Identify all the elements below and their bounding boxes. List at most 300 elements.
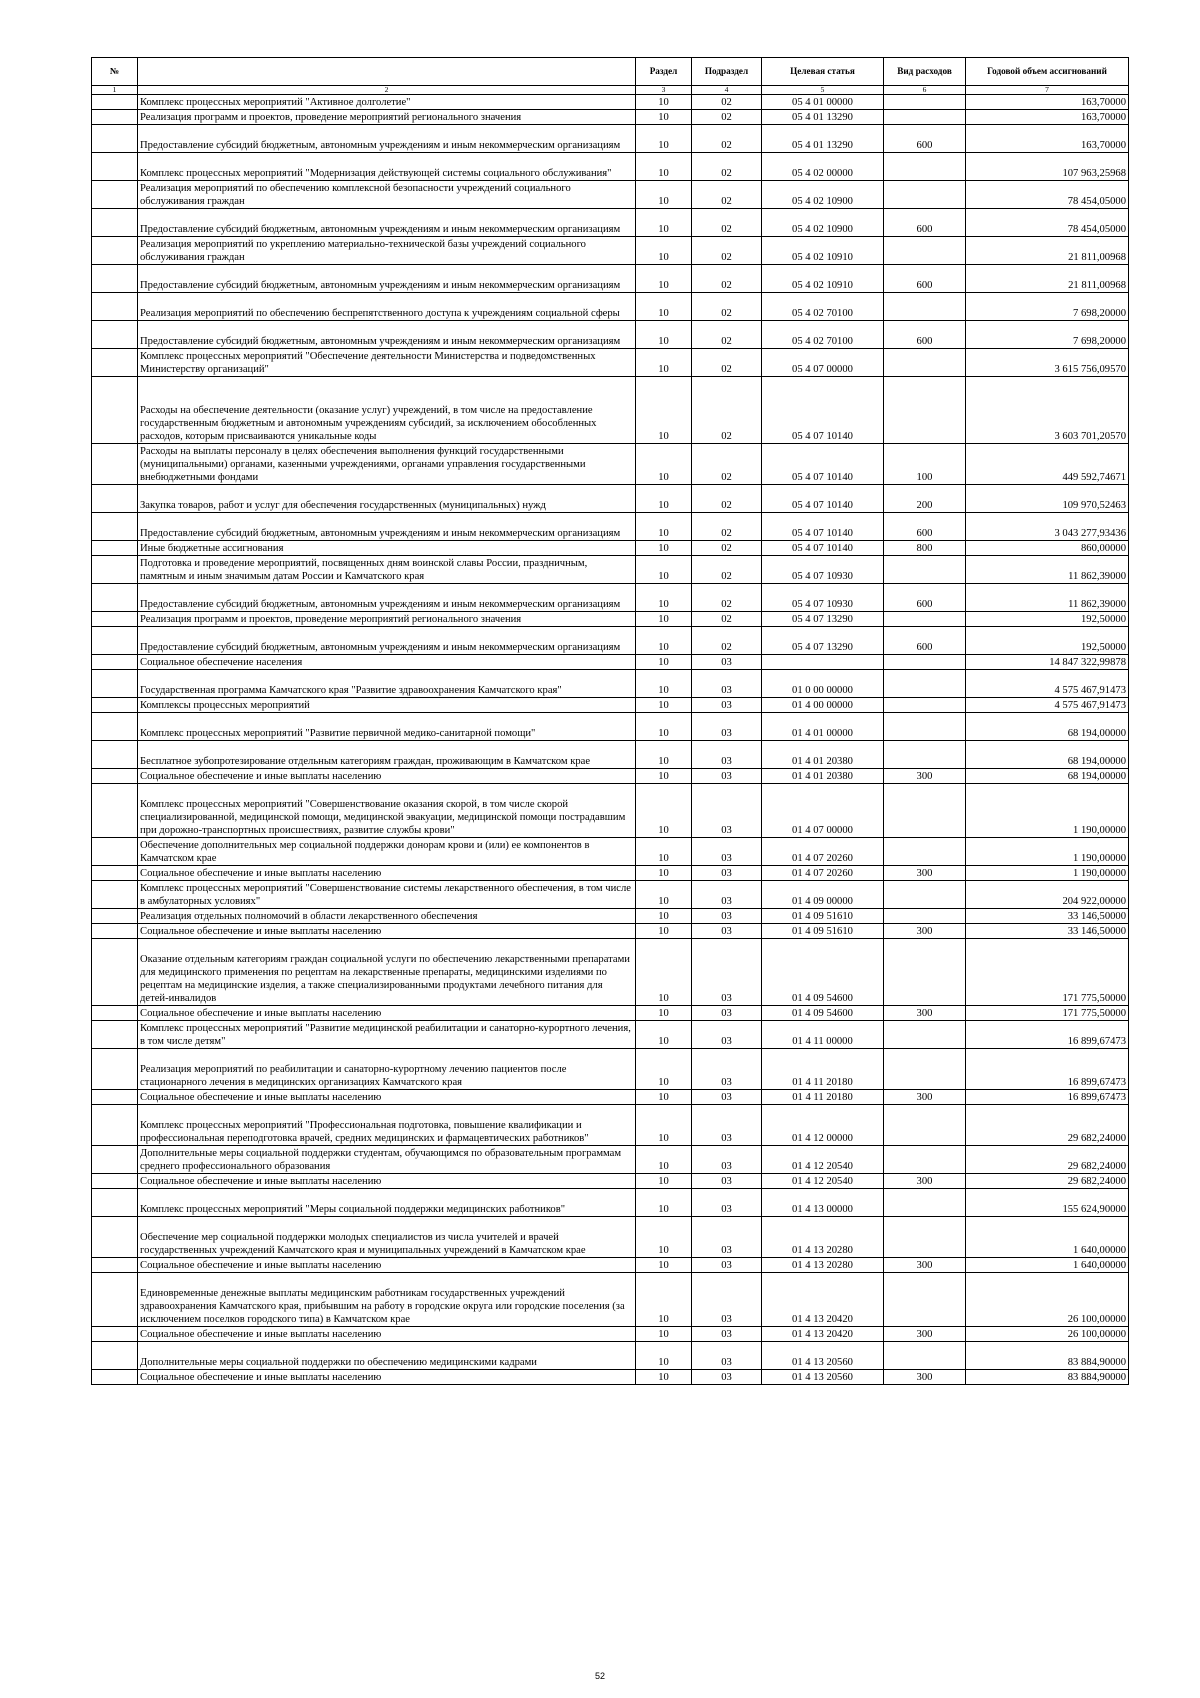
row-volume-cell: 1 190,00000 (966, 784, 1129, 838)
table-row (92, 924, 1129, 939)
row-volume-cell: 163,70000 (966, 125, 1129, 153)
row-article-cell: 05 4 07 10140 (762, 485, 884, 513)
row-name-cell: Социальное обеспечение населения (138, 655, 636, 670)
row-article-cell: 01 4 07 20260 (762, 866, 884, 881)
row-kind-cell (884, 153, 966, 181)
row-article-cell: 01 4 01 20380 (762, 769, 884, 784)
row-subsection-cell: 03 (692, 1090, 762, 1105)
table-row (92, 612, 1129, 627)
row-kind-cell (884, 784, 966, 838)
row-number-cell (92, 513, 138, 541)
row-section-cell: 10 (636, 1327, 692, 1342)
row-number-cell (92, 584, 138, 612)
row-number-cell (92, 1174, 138, 1189)
row-name-cell: Реализация мероприятий по обеспечению беспрепятственного доступа к учреждениям социальной сферы (138, 293, 636, 321)
row-kind-cell: 300 (884, 1327, 966, 1342)
row-section-cell: 10 (636, 485, 692, 513)
column-number: 1 (92, 86, 138, 95)
row-name-cell: Предоставление субсидий бюджетным, автономным учреждениям и иным некоммерческим организациям (138, 321, 636, 349)
row-kind-cell (884, 670, 966, 698)
row-name-cell: Расходы на обеспечение деятельности (оказание услуг) учреждений, в том числе на предоставление государственным бюджетным и автономным учреждениям субсидий, за исключением обособленных расходов, которым присваиваются уникальные коды (138, 377, 636, 444)
row-name-cell: Реализация мероприятий по реабилитации и санаторно-курортному лечению пациентов после стационарного лечения в медицинских организациях Камчатского края (138, 1049, 636, 1090)
row-number-cell (92, 939, 138, 1006)
row-section-cell: 10 (636, 584, 692, 612)
row-volume-cell: 1 190,00000 (966, 838, 1129, 866)
row-number-cell (92, 1021, 138, 1049)
row-kind-cell: 600 (884, 125, 966, 153)
row-article-cell: 05 4 07 13290 (762, 627, 884, 655)
row-subsection-cell: 03 (692, 1105, 762, 1146)
table-row (92, 881, 1129, 909)
row-article-cell: 05 4 02 00000 (762, 153, 884, 181)
row-kind-cell: 600 (884, 513, 966, 541)
row-kind-cell: 600 (884, 265, 966, 293)
row-number-cell (92, 321, 138, 349)
row-subsection-cell: 02 (692, 293, 762, 321)
row-number-cell (92, 1258, 138, 1273)
row-volume-cell: 21 811,00968 (966, 265, 1129, 293)
column-number: 5 (762, 86, 884, 95)
row-article-cell: 05 4 02 70100 (762, 321, 884, 349)
row-name-cell: Комплексы процессных мероприятий (138, 698, 636, 713)
row-volume-cell: 68 194,00000 (966, 769, 1129, 784)
row-article-cell: 01 4 11 20180 (762, 1049, 884, 1090)
row-section-cell: 10 (636, 541, 692, 556)
column-number: 4 (692, 86, 762, 95)
row-number-cell (92, 741, 138, 769)
row-subsection-cell: 03 (692, 1189, 762, 1217)
page-number: 52 (594, 1671, 605, 1681)
row-volume-cell: 204 922,00000 (966, 881, 1129, 909)
row-article-cell: 05 4 07 00000 (762, 349, 884, 377)
row-name-cell: Комплекс процессных мероприятий "Развитие первичной медико-санитарной помощи" (138, 713, 636, 741)
row-volume-cell: 68 194,00000 (966, 713, 1129, 741)
row-subsection-cell: 03 (692, 1146, 762, 1174)
row-section-cell: 10 (636, 655, 692, 670)
table-row (92, 1090, 1129, 1105)
row-article-cell: 01 4 13 20560 (762, 1342, 884, 1370)
row-name-cell: Реализация мероприятий по обеспечению комплексной безопасности учреждений социального обслуживания граждан (138, 181, 636, 209)
row-number-cell (92, 881, 138, 909)
row-kind-cell: 600 (884, 321, 966, 349)
row-name-cell: Обеспечение дополнительных мер социальной поддержки донорам крови и (или) ее компонентов в Камчатском крае (138, 838, 636, 866)
row-article-cell: 05 4 01 00000 (762, 95, 884, 110)
row-name-cell: Социальное обеспечение и иные выплаты населению (138, 866, 636, 881)
row-name-cell: Предоставление субсидий бюджетным, автономным учреждениям и иным некоммерческим организациям (138, 209, 636, 237)
row-section-cell: 10 (636, 293, 692, 321)
row-volume-cell: 1 640,00000 (966, 1217, 1129, 1258)
row-subsection-cell: 02 (692, 612, 762, 627)
row-volume-cell: 83 884,90000 (966, 1342, 1129, 1370)
row-subsection-cell: 02 (692, 181, 762, 209)
row-subsection-cell: 03 (692, 741, 762, 769)
row-kind-cell (884, 698, 966, 713)
row-number-cell (92, 377, 138, 444)
row-number-cell (92, 209, 138, 237)
table-row (92, 1258, 1129, 1273)
row-name-cell: Единовременные денежные выплаты медицинским работникам государственных учреждений здравоохранения Камчатского края, прибывшим на работу в городские округа или городские поселения (за исключением поселков городского типа) в Камчатском крае (138, 1273, 636, 1327)
header-num: № (92, 58, 138, 86)
row-article-cell: 01 4 12 20540 (762, 1146, 884, 1174)
row-volume-cell: 155 624,90000 (966, 1189, 1129, 1217)
row-number-cell (92, 1006, 138, 1021)
row-volume-cell: 33 146,50000 (966, 909, 1129, 924)
row-name-cell: Социальное обеспечение и иные выплаты населению (138, 769, 636, 784)
column-number: 3 (636, 86, 692, 95)
row-article-cell: 05 4 07 10140 (762, 377, 884, 444)
row-volume-cell: 163,70000 (966, 95, 1129, 110)
table-row (92, 1189, 1129, 1217)
row-subsection-cell: 02 (692, 321, 762, 349)
table-body (92, 95, 1129, 1385)
row-name-cell: Реализация программ и проектов, проведение мероприятий регионального значения (138, 612, 636, 627)
row-subsection-cell: 02 (692, 556, 762, 584)
row-subsection-cell: 03 (692, 881, 762, 909)
row-subsection-cell: 03 (692, 1370, 762, 1385)
row-name-cell: Бесплатное зубопротезирование отдельным категориям граждан, проживающим в Камчатском крае (138, 741, 636, 769)
table-row (92, 1049, 1129, 1090)
row-number-cell (92, 909, 138, 924)
row-subsection-cell: 02 (692, 125, 762, 153)
row-number-cell (92, 784, 138, 838)
row-number-cell (92, 1146, 138, 1174)
table-row (92, 444, 1129, 485)
row-subsection-cell: 03 (692, 655, 762, 670)
column-number: 2 (138, 86, 636, 95)
row-kind-cell (884, 95, 966, 110)
row-section-cell: 10 (636, 1090, 692, 1105)
row-article-cell: 05 4 01 13290 (762, 110, 884, 125)
table-row (92, 1174, 1129, 1189)
row-section-cell: 10 (636, 125, 692, 153)
row-subsection-cell: 03 (692, 1342, 762, 1370)
table-row (92, 1273, 1129, 1327)
row-section-cell: 10 (636, 513, 692, 541)
table-row (92, 1006, 1129, 1021)
row-kind-cell: 300 (884, 1174, 966, 1189)
row-section-cell: 10 (636, 1049, 692, 1090)
row-name-cell: Комплекс процессных мероприятий "Активное долголетие" (138, 95, 636, 110)
row-article-cell: 01 4 13 20280 (762, 1258, 884, 1273)
row-article-cell: 01 4 07 00000 (762, 784, 884, 838)
row-number-cell (92, 556, 138, 584)
row-name-cell: Подготовка и проведение мероприятий, посвященных дням воинской славы России, праздничным, памятным и иным значимым датам России и Камчатского края (138, 556, 636, 584)
row-volume-cell: 1 190,00000 (966, 866, 1129, 881)
row-subsection-cell: 03 (692, 769, 762, 784)
row-section-cell: 10 (636, 321, 692, 349)
row-kind-cell (884, 1189, 966, 1217)
row-name-cell: Закупка товаров, работ и услуг для обеспечения государственных (муниципальных) нужд (138, 485, 636, 513)
row-kind-cell (884, 1217, 966, 1258)
row-kind-cell (884, 909, 966, 924)
row-kind-cell (884, 655, 966, 670)
row-number-cell (92, 95, 138, 110)
row-subsection-cell: 03 (692, 1273, 762, 1327)
row-subsection-cell: 02 (692, 95, 762, 110)
row-section-cell: 10 (636, 265, 692, 293)
row-kind-cell: 600 (884, 627, 966, 655)
row-section-cell: 10 (636, 741, 692, 769)
row-article-cell: 01 4 12 00000 (762, 1105, 884, 1146)
row-name-cell: Предоставление субсидий бюджетным, автономным учреждениям и иным некоммерческим организациям (138, 584, 636, 612)
row-kind-cell (884, 1021, 966, 1049)
table-row (92, 866, 1129, 881)
row-name-cell: Оказание отдельным категориям граждан социальной услуги по обеспечению лекарственными препаратами для медицинского применения по рецептам на лекарственные препараты, медицинскими изделиями по рецептам на медицинские изделия, а также специализированными продуктами лечебного питания для детей-инвалидов (138, 939, 636, 1006)
table-row (92, 1146, 1129, 1174)
row-name-cell: Социальное обеспечение и иные выплаты населению (138, 1090, 636, 1105)
row-kind-cell (884, 1273, 966, 1327)
row-article-cell: 01 4 07 20260 (762, 838, 884, 866)
table-row (92, 1105, 1129, 1146)
row-name-cell: Государственная программа Камчатского края "Развитие здравоохранения Камчатского края" (138, 670, 636, 698)
table-row (92, 1370, 1129, 1385)
row-name-cell: Социальное обеспечение и иные выплаты населению (138, 1174, 636, 1189)
table-row (92, 349, 1129, 377)
row-number-cell (92, 237, 138, 265)
row-name-cell: Реализация отдельных полномочий в области лекарственного обеспечения (138, 909, 636, 924)
row-kind-cell (884, 612, 966, 627)
row-section-cell: 10 (636, 1146, 692, 1174)
row-subsection-cell: 02 (692, 110, 762, 125)
row-kind-cell: 300 (884, 769, 966, 784)
row-section-cell: 10 (636, 377, 692, 444)
row-section-cell: 10 (636, 1258, 692, 1273)
header-subsection: Подраздел (692, 58, 762, 86)
table-row (92, 237, 1129, 265)
row-article-cell: 01 4 11 20180 (762, 1090, 884, 1105)
row-name-cell: Комплекс процессных мероприятий "Обеспечение деятельности Министерства и подведомственных Министерству организаций" (138, 349, 636, 377)
table-row (92, 265, 1129, 293)
header-name (138, 58, 636, 86)
row-number-cell (92, 265, 138, 293)
row-number-cell (92, 1049, 138, 1090)
row-article-cell: 05 4 07 10140 (762, 444, 884, 485)
row-article-cell: 01 4 12 20540 (762, 1174, 884, 1189)
row-subsection-cell: 02 (692, 265, 762, 293)
table-row (92, 655, 1129, 670)
row-subsection-cell: 02 (692, 513, 762, 541)
row-section-cell: 10 (636, 769, 692, 784)
row-article-cell: 01 4 01 20380 (762, 741, 884, 769)
row-kind-cell (884, 1049, 966, 1090)
row-article-cell: 05 4 02 10910 (762, 237, 884, 265)
row-section-cell: 10 (636, 1174, 692, 1189)
row-subsection-cell: 03 (692, 670, 762, 698)
table-row (92, 513, 1129, 541)
table-row (92, 377, 1129, 444)
row-number-cell (92, 1105, 138, 1146)
row-kind-cell: 200 (884, 485, 966, 513)
row-kind-cell (884, 1105, 966, 1146)
row-kind-cell (884, 110, 966, 125)
column-number: 7 (966, 86, 1129, 95)
row-section-cell: 10 (636, 209, 692, 237)
row-article-cell: 01 4 09 51610 (762, 924, 884, 939)
row-subsection-cell: 03 (692, 924, 762, 939)
row-section-cell: 10 (636, 95, 692, 110)
row-volume-cell: 4 575 467,91473 (966, 698, 1129, 713)
row-name-cell: Социальное обеспечение и иные выплаты населению (138, 1327, 636, 1342)
row-name-cell: Социальное обеспечение и иные выплаты населению (138, 1006, 636, 1021)
row-volume-cell: 78 454,05000 (966, 209, 1129, 237)
row-number-cell (92, 1342, 138, 1370)
row-volume-cell: 29 682,24000 (966, 1105, 1129, 1146)
row-article-cell: 01 4 00 00000 (762, 698, 884, 713)
row-kind-cell (884, 349, 966, 377)
table-row (92, 670, 1129, 698)
row-section-cell: 10 (636, 1342, 692, 1370)
row-name-cell: Дополнительные меры социальной поддержки по обеспечению медицинскими кадрами (138, 1342, 636, 1370)
table-row (92, 939, 1129, 1006)
row-kind-cell (884, 237, 966, 265)
row-name-cell: Комплекс процессных мероприятий "Меры социальной поддержки медицинских работников" (138, 1189, 636, 1217)
row-section-cell: 10 (636, 181, 692, 209)
column-number-row (92, 86, 1129, 95)
header-volume: Годовой объем ассигнований (966, 58, 1129, 86)
header-section: Раздел (636, 58, 692, 86)
row-subsection-cell: 02 (692, 627, 762, 655)
table-row (92, 110, 1129, 125)
row-name-cell: Обеспечение мер социальной поддержки молодых специалистов из числа учителей и врачей государственных учреждений Камчатского края и муниципальных учреждений в Камчатском крае (138, 1217, 636, 1258)
table-row (92, 909, 1129, 924)
row-number-cell (92, 713, 138, 741)
row-number-cell (92, 655, 138, 670)
row-article-cell (762, 655, 884, 670)
row-number-cell (92, 153, 138, 181)
row-subsection-cell: 03 (692, 1174, 762, 1189)
row-article-cell: 01 4 11 00000 (762, 1021, 884, 1049)
row-subsection-cell: 02 (692, 485, 762, 513)
row-number-cell (92, 670, 138, 698)
table-row (92, 541, 1129, 556)
row-kind-cell: 300 (884, 1006, 966, 1021)
row-article-cell: 05 4 07 10140 (762, 541, 884, 556)
row-section-cell: 10 (636, 1021, 692, 1049)
row-volume-cell: 163,70000 (966, 110, 1129, 125)
row-name-cell: Предоставление субсидий бюджетным, автономным учреждениям и иным некоммерческим организациям (138, 125, 636, 153)
row-name-cell: Дополнительные меры социальной поддержки студентам, обучающимся по образовательным программам среднего профессионального образования (138, 1146, 636, 1174)
row-name-cell: Социальное обеспечение и иные выплаты населению (138, 1258, 636, 1273)
row-section-cell: 10 (636, 909, 692, 924)
row-name-cell: Предоставление субсидий бюджетным, автономным учреждениям и иным некоммерческим организациям (138, 265, 636, 293)
row-volume-cell: 192,50000 (966, 627, 1129, 655)
row-name-cell: Социальное обеспечение и иные выплаты населению (138, 924, 636, 939)
row-subsection-cell: 03 (692, 866, 762, 881)
row-section-cell: 10 (636, 1105, 692, 1146)
row-volume-cell: 3 043 277,93436 (966, 513, 1129, 541)
row-volume-cell: 449 592,74671 (966, 444, 1129, 485)
row-number-cell (92, 612, 138, 627)
row-article-cell: 05 4 07 10930 (762, 584, 884, 612)
row-kind-cell (884, 181, 966, 209)
row-number-cell (92, 293, 138, 321)
row-kind-cell: 100 (884, 444, 966, 485)
row-kind-cell (884, 741, 966, 769)
row-kind-cell: 300 (884, 1258, 966, 1273)
row-volume-cell: 26 100,00000 (966, 1273, 1129, 1327)
row-article-cell: 05 4 02 10900 (762, 209, 884, 237)
table-row (92, 838, 1129, 866)
row-number-cell (92, 125, 138, 153)
table-row (92, 784, 1129, 838)
row-article-cell: 01 4 09 00000 (762, 881, 884, 909)
row-kind-cell: 600 (884, 584, 966, 612)
table-row (92, 321, 1129, 349)
table-row (92, 209, 1129, 237)
row-volume-cell: 4 575 467,91473 (966, 670, 1129, 698)
row-kind-cell (884, 1146, 966, 1174)
row-number-cell (92, 110, 138, 125)
row-section-cell: 10 (636, 866, 692, 881)
header-row (92, 58, 1129, 86)
row-subsection-cell: 02 (692, 237, 762, 265)
row-number-cell (92, 1090, 138, 1105)
row-article-cell: 01 4 13 20420 (762, 1273, 884, 1327)
row-volume-cell: 109 970,52463 (966, 485, 1129, 513)
row-volume-cell: 16 899,67473 (966, 1021, 1129, 1049)
row-subsection-cell: 03 (692, 713, 762, 741)
row-kind-cell (884, 377, 966, 444)
row-article-cell: 05 4 07 10930 (762, 556, 884, 584)
row-volume-cell: 29 682,24000 (966, 1146, 1129, 1174)
row-number-cell (92, 181, 138, 209)
row-subsection-cell: 03 (692, 939, 762, 1006)
table-row (92, 584, 1129, 612)
row-name-cell: Предоставление субсидий бюджетным, автономным учреждениям и иным некоммерческим организациям (138, 627, 636, 655)
row-article-cell: 01 4 09 54600 (762, 939, 884, 1006)
row-subsection-cell: 03 (692, 1217, 762, 1258)
row-article-cell: 01 0 00 00000 (762, 670, 884, 698)
row-kind-cell (884, 556, 966, 584)
row-kind-cell: 300 (884, 1090, 966, 1105)
row-subsection-cell: 03 (692, 784, 762, 838)
row-subsection-cell: 02 (692, 444, 762, 485)
row-kind-cell (884, 1342, 966, 1370)
row-volume-cell: 16 899,67473 (966, 1090, 1129, 1105)
row-volume-cell: 3 615 756,09570 (966, 349, 1129, 377)
row-volume-cell: 83 884,90000 (966, 1370, 1129, 1385)
header-kind: Вид расходов (884, 58, 966, 86)
row-article-cell: 01 4 13 00000 (762, 1189, 884, 1217)
row-volume-cell: 78 454,05000 (966, 181, 1129, 209)
row-section-cell: 10 (636, 1189, 692, 1217)
row-kind-cell: 300 (884, 924, 966, 939)
row-section-cell: 10 (636, 612, 692, 627)
row-kind-cell (884, 881, 966, 909)
row-subsection-cell: 03 (692, 1327, 762, 1342)
row-subsection-cell: 02 (692, 377, 762, 444)
row-subsection-cell: 03 (692, 838, 762, 866)
row-kind-cell (884, 838, 966, 866)
row-number-cell (92, 349, 138, 377)
row-volume-cell: 860,00000 (966, 541, 1129, 556)
table-row (92, 485, 1129, 513)
row-name-cell: Реализация мероприятий по укреплению материально-технической базы учреждений социального обслуживания граждан (138, 237, 636, 265)
row-number-cell (92, 838, 138, 866)
table-row (92, 293, 1129, 321)
row-article-cell: 05 4 02 10910 (762, 265, 884, 293)
row-section-cell: 10 (636, 110, 692, 125)
row-section-cell: 10 (636, 556, 692, 584)
table-row (92, 741, 1129, 769)
table-row (92, 698, 1129, 713)
table-row (92, 769, 1129, 784)
row-kind-cell (884, 293, 966, 321)
row-number-cell (92, 698, 138, 713)
row-article-cell: 01 4 13 20560 (762, 1370, 884, 1385)
row-name-cell: Комплекс процессных мероприятий "Развитие медицинской реабилитации и санаторно-курортного лечения, в том числе детям" (138, 1021, 636, 1049)
row-volume-cell: 1 640,00000 (966, 1258, 1129, 1273)
